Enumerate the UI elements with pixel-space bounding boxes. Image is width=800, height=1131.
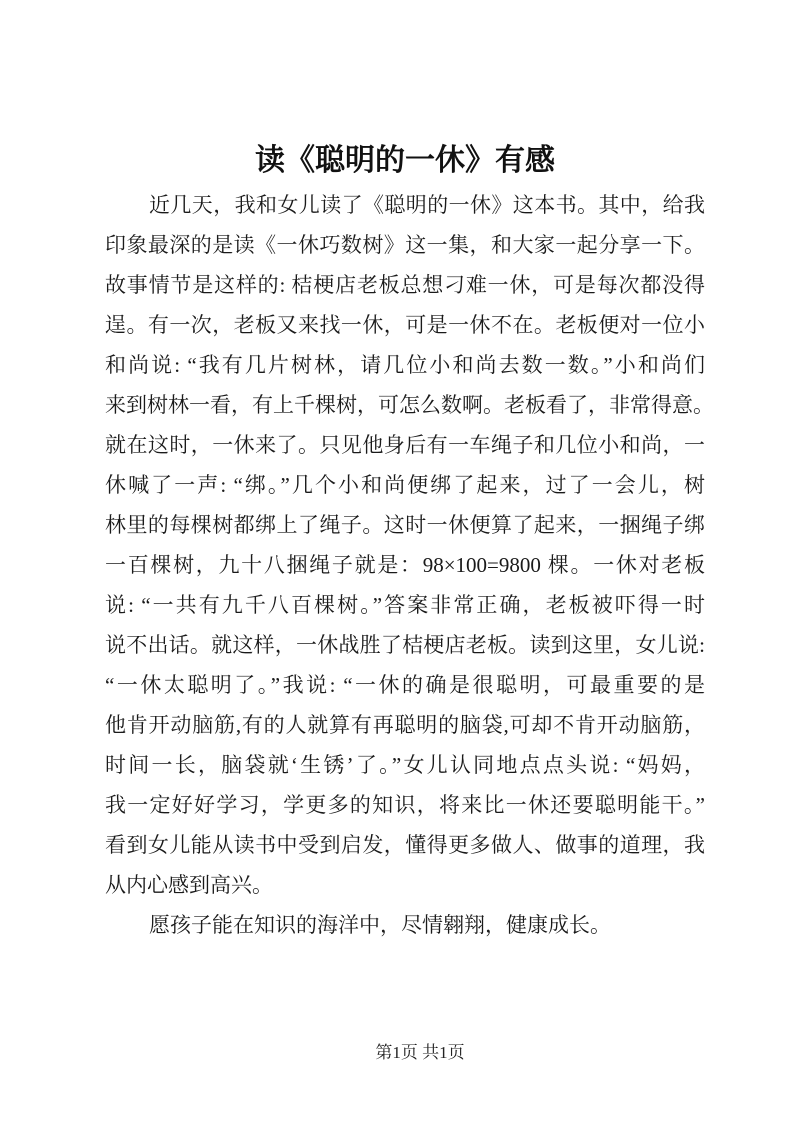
page-footer [20,1042,800,1064]
text-line: 来到树林一看，有上千棵树，可怎么数啊。老板看了，非常得意。 [105,393,714,417]
text-line: 故事情节是这样的: 桔梗店老板总想刁难一休，可是每次都没得 [105,273,705,297]
text-line: 和尚说: “我有几片树林，请几位小和尚去数一数。”小和尚们 [105,353,705,377]
text-line: 从内心感到高兴。 [105,873,273,897]
text-line: “一休太聪明了。”我说: “一休的确是很聪明，可最重要的是 [105,673,705,697]
text-line: 一百棵树，九十八捆绳子就是：98×100=9800 棵。一休对老板 [105,553,705,577]
text-line: 愿孩子能在知识的海洋中，尽情翱翔，健康成长。 [149,913,611,937]
text-line: 林里的每棵树都绑上了绳子。这时一休便算了起来，一捆绳子绑 [105,513,705,537]
text-line: 印象最深的是读《一休巧数树》这一集，和大家一起分享一下。 [105,233,705,257]
text-line: 近几天，我和女儿读了《聪明的一休》这本书。其中，给我 [149,193,705,217]
text-line: 逞。有一次，老板又来找一休，可是一休不在。老板便对一位小 [105,313,705,337]
text-line: 就在这时，一休来了。只见他身后有一车绳子和几位小和尚，一 [105,433,705,457]
text-line: 说: “一共有九千八百棵树。”答案非常正确，老板被吓得一时 [105,593,705,617]
text-line: 说不出话。就这样，一休战胜了桔梗店老板。读到这里，女儿说: [105,633,705,657]
document-title: 读《聪明的一休》有感 [255,144,555,177]
text-line: 时间一长，脑袋就‘生锈’了。”女儿认同地点点头说: “妈妈， [105,753,705,777]
page-indicator: 第1页 共1页 [375,1043,465,1062]
document-body [105,185,714,945]
text-line: 看到女儿能从读书中受到启发，懂得更多做人、做事的道理，我 [105,833,705,857]
text-line: 他肯开动脑筋,有的人就算有再聪明的脑袋,可却不肯开动脑筋， [105,713,705,737]
text-line: 我一定好好学习，学更多的知识，将来比一休还要聪明能干。” [105,793,705,817]
text-line: 休喊了一声: “绑。”几个小和尚便绑了起来，过了一会儿，树 [105,473,705,497]
